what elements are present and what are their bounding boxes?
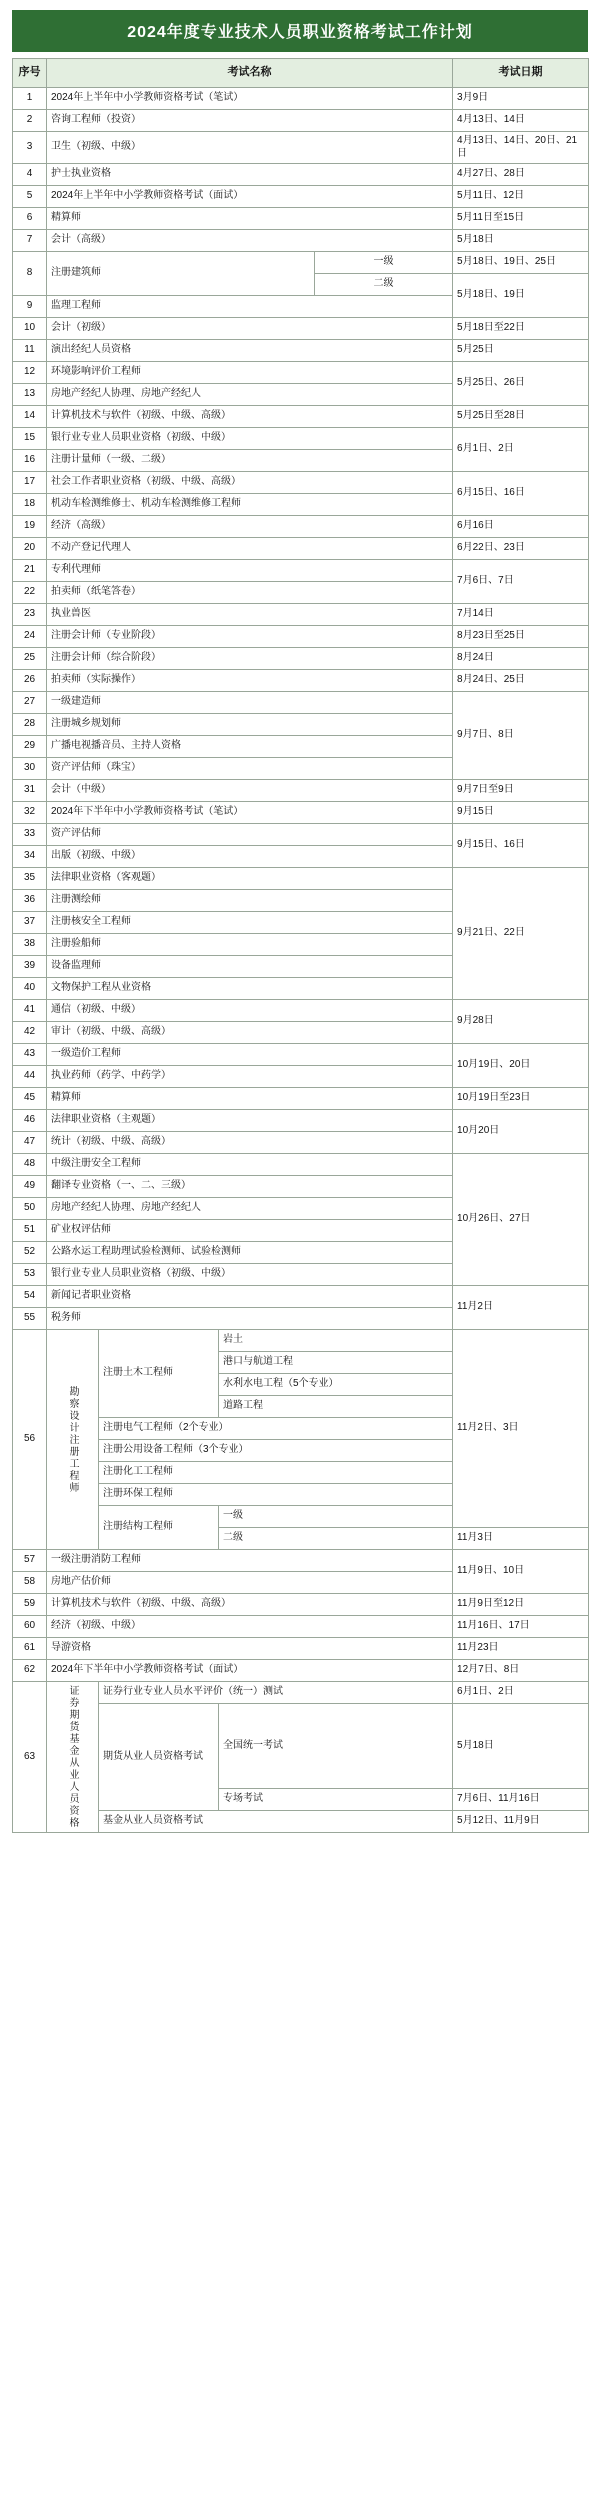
row-seq: 56 <box>13 1330 47 1550</box>
table-row <box>13 1286 589 1308</box>
row-exam-name: 注册测绘师 <box>47 890 453 912</box>
table-row <box>13 1638 589 1660</box>
row-exam-date: 11月16日、17日 <box>453 1616 589 1638</box>
table-row <box>13 1330 589 1352</box>
row-seq: 9 <box>13 296 47 318</box>
row-seq: 63 <box>13 1682 47 1833</box>
row-seq: 42 <box>13 1022 47 1044</box>
row-exam-name: 会计（初级） <box>47 318 453 340</box>
row-exam-name: 2024年下半年中小学教师资格考试（笔试） <box>47 802 453 824</box>
row-exam-name: 计算机技术与软件（初级、中级、高级） <box>47 406 453 428</box>
row-seq: 51 <box>13 1220 47 1242</box>
table-row <box>13 604 589 626</box>
row-exam-date: 8月24日、25日 <box>453 670 589 692</box>
row-exam-name: 出版（初级、中级） <box>47 846 453 868</box>
row-seq: 28 <box>13 714 47 736</box>
table-row <box>13 1154 589 1176</box>
row-exam-name: 注册电气工程师（2个专业） <box>99 1418 453 1440</box>
table-row <box>13 692 589 714</box>
row-exam-date: 12月7日、8日 <box>453 1660 589 1682</box>
row-seq: 49 <box>13 1176 47 1198</box>
row-exam-name: 房地产经纪人协理、房地产经纪人 <box>47 384 453 406</box>
row-exam-name: 导游资格 <box>47 1638 453 1660</box>
row-subgroup-label: 注册结构工程师 <box>99 1506 219 1550</box>
row-exam-date: 5月25日至28日 <box>453 406 589 428</box>
row-exam-name: 设备监理师 <box>47 956 453 978</box>
row-exam-name: 注册建筑师 <box>47 252 315 296</box>
row-exam-name: 注册会计师（专业阶段） <box>47 626 453 648</box>
row-seq: 33 <box>13 824 47 846</box>
table-row <box>13 824 589 846</box>
row-exam-date: 6月16日 <box>453 516 589 538</box>
row-exam-subname: 专场考试 <box>219 1789 453 1811</box>
row-seq: 14 <box>13 406 47 428</box>
row-exam-subname: 二级 <box>315 274 453 296</box>
row-seq: 40 <box>13 978 47 1000</box>
row-seq: 6 <box>13 208 47 230</box>
row-seq: 5 <box>13 186 47 208</box>
table-row <box>13 1704 589 1789</box>
row-exam-name: 会计（中级） <box>47 780 453 802</box>
row-seq: 52 <box>13 1242 47 1264</box>
row-seq: 62 <box>13 1660 47 1682</box>
table-row <box>13 1616 589 1638</box>
row-exam-name: 拍卖师（实际操作） <box>47 670 453 692</box>
row-exam-date: 4月27日、28日 <box>453 164 589 186</box>
row-exam-name: 审计（初级、中级、高级） <box>47 1022 453 1044</box>
row-exam-name: 银行业专业人员职业资格（初级、中级） <box>47 1264 453 1286</box>
row-exam-name: 道路工程 <box>219 1396 453 1418</box>
row-group-vertical-label: 勘察设计注册工程师 <box>47 1330 99 1550</box>
row-seq: 22 <box>13 582 47 604</box>
table-row <box>13 318 589 340</box>
row-exam-name: 注册会计师（综合阶段） <box>47 648 453 670</box>
table-row <box>13 538 589 560</box>
row-seq: 23 <box>13 604 47 626</box>
row-exam-date: 9月15日、16日 <box>453 824 589 868</box>
row-seq: 55 <box>13 1308 47 1330</box>
row-exam-name: 资产评估师 <box>47 824 453 846</box>
row-group-vertical-label: 证券期货基金从业人员资格 <box>47 1682 99 1833</box>
table-row <box>13 186 589 208</box>
row-exam-name: 水利水电工程（5个专业） <box>219 1374 453 1396</box>
row-seq: 8 <box>13 252 47 296</box>
row-exam-name: 注册环保工程师 <box>99 1484 453 1506</box>
row-seq: 47 <box>13 1132 47 1154</box>
table-row <box>13 648 589 670</box>
row-seq: 7 <box>13 230 47 252</box>
row-exam-name: 专利代理师 <box>47 560 453 582</box>
table-row <box>13 1110 589 1132</box>
row-exam-name: 监理工程师 <box>47 296 453 318</box>
row-exam-name: 经济（初级、中级） <box>47 1616 453 1638</box>
row-exam-date: 10月20日 <box>453 1110 589 1154</box>
row-exam-name: 矿业权评估师 <box>47 1220 453 1242</box>
row-seq: 16 <box>13 450 47 472</box>
row-exam-date: 9月28日 <box>453 1000 589 1044</box>
row-exam-name: 通信（初级、中级） <box>47 1000 453 1022</box>
row-seq: 27 <box>13 692 47 714</box>
row-exam-date: 9月7日、8日 <box>453 692 589 780</box>
table-row <box>13 406 589 428</box>
row-seq: 60 <box>13 1616 47 1638</box>
row-exam-date: 9月15日 <box>453 802 589 824</box>
table-row <box>13 516 589 538</box>
row-seq: 12 <box>13 362 47 384</box>
row-seq: 30 <box>13 758 47 780</box>
table-row <box>13 1088 589 1110</box>
row-seq: 45 <box>13 1088 47 1110</box>
row-seq: 35 <box>13 868 47 890</box>
row-exam-subname: 一级 <box>315 252 453 274</box>
row-exam-date: 11月9日至12日 <box>453 1594 589 1616</box>
row-exam-name: 岩土 <box>219 1330 453 1352</box>
row-exam-date: 4月13日、14日 <box>453 110 589 132</box>
row-exam-name: 公路水运工程助理试验检测师、试验检测师 <box>47 1242 453 1264</box>
table-row <box>13 230 589 252</box>
row-exam-name: 注册核安全工程师 <box>47 912 453 934</box>
row-exam-name: 2024年上半年中小学教师资格考试（面试） <box>47 186 453 208</box>
table-row <box>13 1682 589 1704</box>
row-exam-name: 计算机技术与软件（初级、中级、高级） <box>47 1594 453 1616</box>
row-seq: 36 <box>13 890 47 912</box>
row-exam-name: 二级 <box>219 1528 453 1550</box>
row-exam-name: 翻译专业资格（一、二、三级） <box>47 1176 453 1198</box>
row-exam-date: 10月19日至23日 <box>453 1088 589 1110</box>
row-seq: 26 <box>13 670 47 692</box>
row-seq: 53 <box>13 1264 47 1286</box>
row-exam-date: 6月1日、2日 <box>453 1682 589 1704</box>
row-exam-date: 5月12日、11月9日 <box>453 1811 589 1833</box>
table-row <box>13 802 589 824</box>
row-exam-date: 11月9日、10日 <box>453 1550 589 1594</box>
row-exam-name: 2024年上半年中小学教师资格考试（笔试） <box>47 88 453 110</box>
row-exam-name: 咨询工程师（投资） <box>47 110 453 132</box>
exam-plan-table <box>12 58 589 1833</box>
row-exam-name: 税务师 <box>47 1308 453 1330</box>
row-seq: 21 <box>13 560 47 582</box>
table-row <box>13 88 589 110</box>
table-body <box>13 88 589 1833</box>
row-seq: 20 <box>13 538 47 560</box>
row-exam-name: 注册化工工程师 <box>99 1462 453 1484</box>
row-exam-date: 9月21日、22日 <box>453 868 589 1000</box>
row-exam-date: 6月22日、23日 <box>453 538 589 560</box>
row-exam-name: 经济（高级） <box>47 516 453 538</box>
table-row <box>13 110 589 132</box>
column-header-exam-date: 考试日期 <box>453 59 589 88</box>
row-seq: 46 <box>13 1110 47 1132</box>
row-exam-date: 8月24日 <box>453 648 589 670</box>
row-exam-name: 一级注册消防工程师 <box>47 1550 453 1572</box>
row-exam-date: 10月19日、20日 <box>453 1044 589 1088</box>
row-seq: 1 <box>13 88 47 110</box>
row-exam-name: 社会工作者职业资格（初级、中级、高级） <box>47 472 453 494</box>
row-exam-name: 注册城乡规划师 <box>47 714 453 736</box>
table-row <box>13 362 589 384</box>
row-exam-date: 5月18日至22日 <box>453 318 589 340</box>
table-row <box>13 1550 589 1572</box>
row-seq: 2 <box>13 110 47 132</box>
row-seq: 24 <box>13 626 47 648</box>
table-row <box>13 208 589 230</box>
row-exam-name: 统计（初级、中级、高级） <box>47 1132 453 1154</box>
row-exam-date: 5月18日、19日、25日 <box>453 252 589 274</box>
row-exam-name: 2024年下半年中小学教师资格考试（面试） <box>47 1660 453 1682</box>
row-exam-name: 一级造价工程师 <box>47 1044 453 1066</box>
row-seq: 50 <box>13 1198 47 1220</box>
table-row <box>13 1594 589 1616</box>
row-exam-name: 证券行业专业人员水平评价（统一）测试 <box>99 1682 453 1704</box>
row-exam-name: 精算师 <box>47 208 453 230</box>
row-exam-name: 广播电视播音员、主持人资格 <box>47 736 453 758</box>
column-header-exam-name: 考试名称 <box>47 59 453 88</box>
table-row <box>13 340 589 362</box>
table-row <box>13 164 589 186</box>
table-row <box>13 428 589 450</box>
row-exam-name: 卫生（初级、中级） <box>47 132 453 164</box>
row-exam-date: 8月23日至25日 <box>453 626 589 648</box>
row-seq: 29 <box>13 736 47 758</box>
row-seq: 32 <box>13 802 47 824</box>
row-exam-subname: 全国统一考试 <box>219 1704 453 1789</box>
row-exam-name: 资产评估师（珠宝） <box>47 758 453 780</box>
page-title: 2024年度专业技术人员职业资格考试工作计划 <box>12 10 588 52</box>
row-seq: 10 <box>13 318 47 340</box>
row-exam-date: 5月11日至15日 <box>453 208 589 230</box>
row-exam-name: 房地产估价师 <box>47 1572 453 1594</box>
row-exam-name: 一级建造师 <box>47 692 453 714</box>
row-exam-date: 7月6日、11月16日 <box>453 1789 589 1811</box>
row-seq: 25 <box>13 648 47 670</box>
table-row <box>13 626 589 648</box>
row-exam-name: 文物保护工程从业资格 <box>47 978 453 1000</box>
table-row <box>13 252 589 274</box>
row-seq: 43 <box>13 1044 47 1066</box>
row-exam-date: 9月7日至9日 <box>453 780 589 802</box>
row-seq: 54 <box>13 1286 47 1308</box>
row-exam-name: 执业药师（药学、中药学） <box>47 1066 453 1088</box>
row-exam-date: 11月2日、3日 <box>453 1330 589 1528</box>
table-row <box>13 1660 589 1682</box>
row-exam-name: 基金从业人员资格考试 <box>99 1811 453 1833</box>
row-seq: 41 <box>13 1000 47 1022</box>
table-row <box>13 1000 589 1022</box>
row-exam-date: 5月18日 <box>453 1704 589 1789</box>
row-exam-date: 6月1日、2日 <box>453 428 589 472</box>
row-exam-name: 银行业专业人员职业资格（初级、中级） <box>47 428 453 450</box>
row-exam-name: 拍卖师（纸笔答卷） <box>47 582 453 604</box>
row-exam-date: 11月3日 <box>453 1528 589 1550</box>
table-row <box>13 868 589 890</box>
row-exam-name: 不动产登记代理人 <box>47 538 453 560</box>
row-seq: 57 <box>13 1550 47 1572</box>
table-row <box>13 560 589 582</box>
table-row <box>13 1044 589 1066</box>
row-exam-name: 新闻记者职业资格 <box>47 1286 453 1308</box>
row-exam-name: 注册公用设备工程师（3个专业） <box>99 1440 453 1462</box>
row-seq: 39 <box>13 956 47 978</box>
row-exam-date: 5月18日、19日 <box>453 274 589 318</box>
row-exam-date: 7月14日 <box>453 604 589 626</box>
table-row <box>13 780 589 802</box>
row-exam-name: 环境影响评价工程师 <box>47 362 453 384</box>
table-header <box>13 59 589 88</box>
row-exam-name: 房地产经纪人协理、房地产经纪人 <box>47 1198 453 1220</box>
row-seq: 44 <box>13 1066 47 1088</box>
row-exam-date: 3月9日 <box>453 88 589 110</box>
row-seq: 19 <box>13 516 47 538</box>
row-seq: 58 <box>13 1572 47 1594</box>
row-seq: 34 <box>13 846 47 868</box>
row-exam-name: 注册验船师 <box>47 934 453 956</box>
row-exam-name: 执业兽医 <box>47 604 453 626</box>
row-seq: 18 <box>13 494 47 516</box>
row-seq: 4 <box>13 164 47 186</box>
row-seq: 48 <box>13 1154 47 1176</box>
row-exam-name: 港口与航道工程 <box>219 1352 453 1374</box>
row-seq: 15 <box>13 428 47 450</box>
row-exam-name: 精算师 <box>47 1088 453 1110</box>
table-row <box>13 132 589 164</box>
column-header-seq: 序号 <box>13 59 47 88</box>
table-row <box>13 472 589 494</box>
row-seq: 11 <box>13 340 47 362</box>
row-exam-name: 期货从业人员资格考试 <box>99 1704 219 1811</box>
row-exam-name: 法律职业资格（主观题） <box>47 1110 453 1132</box>
row-seq: 17 <box>13 472 47 494</box>
row-seq: 59 <box>13 1594 47 1616</box>
row-exam-name: 护士执业资格 <box>47 164 453 186</box>
row-exam-date: 7月6日、7日 <box>453 560 589 604</box>
row-exam-date: 6月15日、16日 <box>453 472 589 516</box>
row-exam-name: 一级 <box>219 1506 453 1528</box>
row-exam-name: 法律职业资格（客观题） <box>47 868 453 890</box>
row-exam-date: 5月25日 <box>453 340 589 362</box>
row-exam-date: 5月25日、26日 <box>453 362 589 406</box>
row-exam-date: 5月11日、12日 <box>453 186 589 208</box>
row-exam-name: 注册计量师（一级、二级） <box>47 450 453 472</box>
row-exam-name: 会计（高级） <box>47 230 453 252</box>
row-seq: 61 <box>13 1638 47 1660</box>
row-exam-name: 演出经纪人员资格 <box>47 340 453 362</box>
row-exam-name: 中级注册安全工程师 <box>47 1154 453 1176</box>
table-row <box>13 670 589 692</box>
row-exam-name: 机动车检测维修士、机动车检测维修工程师 <box>47 494 453 516</box>
table-row <box>13 1811 589 1833</box>
row-exam-date: 4月13日、14日、20日、21日 <box>453 132 589 164</box>
row-exam-date: 10月26日、27日 <box>453 1154 589 1286</box>
row-seq: 13 <box>13 384 47 406</box>
row-seq: 31 <box>13 780 47 802</box>
row-subgroup-label: 注册土木工程师 <box>99 1330 219 1418</box>
row-exam-date: 11月2日 <box>453 1286 589 1330</box>
row-exam-date: 11月23日 <box>453 1638 589 1660</box>
row-seq: 37 <box>13 912 47 934</box>
row-exam-date: 5月18日 <box>453 230 589 252</box>
row-seq: 38 <box>13 934 47 956</box>
row-seq: 3 <box>13 132 47 164</box>
